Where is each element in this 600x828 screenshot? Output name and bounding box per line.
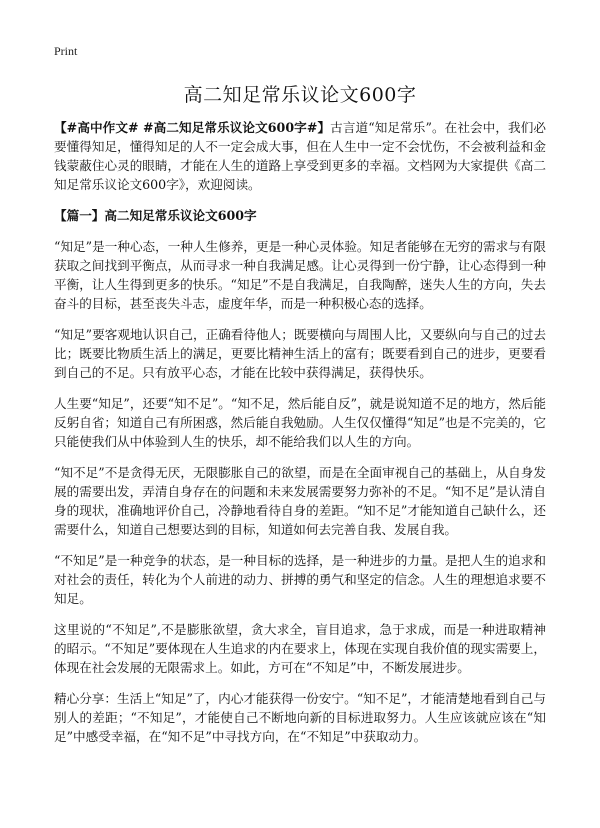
- body-paragraph: “知足”是一种心态，一种人生修养，更是一种心灵体验。知足者能够在无穷的需求与有限获取之间找到平衡点，从而寻求一种自我满足感。让心灵得到一份宁静，让心态得到一种平衡，让人生得到更多的快乐。“知足”不是自我满足，自我陶醉，迷失人生的方向，失去奋斗的目标，甚至丧失斗志，虚度年华，而是一种积极心态的选择。: [54, 239, 546, 311]
- body-paragraph: 这里说的“不知足”,不是膨胀欲望，贪大求全，盲目追求，急于求成，而是一种进取精神的昭示。“不知足”要体现在人生追求的内在要求上，体现在实现自我价值的现实需要上，体现在社会发展的无限需求上。如此，方可在“不知足”中，不断发展进步。: [54, 622, 546, 675]
- intro-paragraph: [54, 118, 546, 194]
- intro-text: 古言道“知足常乐”。在社会中，我们必要懂得知足，懂得知足的人不一定会成大事，但在人生中一定不会忧伤，不会被利益和金钱蒙蔽住心灵的眼睛，才能在人生的道路上享受到更多的幸福。文档网为大家提供《高二知足常乐议论文600字》，欢迎阅读。: [54, 120, 546, 192]
- article-body: [54, 118, 546, 758]
- section-heading: 【篇一】高二知足常乐议论文600字: [54, 208, 257, 223]
- intro-tag: 【#高中作文# #高二知足常乐议论文600字#】: [54, 120, 331, 135]
- body-paragraph: “知不足”不是贪得无厌，无限膨胀自己的欲望，而是在全面审视自己的基础上，从自身发展的需要出发，弄清自身存在的问题和未来发展需要努力弥补的不足。“知不足”是认清自身的现状，准确地评价自己，冷静地看待自身的差距。“知不足”才能知道自己缺什么，还需要什么，知道自己想要达到的目标，知道如何去完善自我、发展自我。: [54, 465, 546, 537]
- body-paragraph: “知足”要客观地认识自己，正确看待他人；既要横向与周围人比，又要纵向与自己的过去比；既要比物质生活上的满足，更要比精神生活上的富有；既要看到自己的进步，更要看到自己的不足。只有放平心态，才能在比较中获得满足，获得快乐。: [54, 327, 546, 380]
- body-paragraph: 人生要“知足”，还要“知不足”。“知不足，然后能自反”，就是说知道不足的地方，然后能反躬自省；知道自己有所困惑，然后能自我勉励。人生仅仅懂得“知足”也是不完美的，它只能使我们从中体验到人生的快乐，却不能给我们以人生的方向。: [54, 396, 547, 449]
- body-paragraph: 精心分享：生活上“知足”了，内心才能获得一份安宁。“知不足”，才能清楚地看到自己与别人的差距；“不知足”，才能使自己不断地向新的目标进取努力。人生应该就应该在“知足”中感受幸福，在“知不足”中寻找方向，在“不知足”中获取动力。: [54, 691, 546, 744]
- print-link[interactable]: Print: [54, 44, 78, 58]
- page-title: 高二知足常乐议论文600字: [183, 84, 417, 106]
- body-paragraph: “不知足”是一种竞争的状态，是一种目标的选择，是一种进步的力量。是把人生的追求和对社会的责任，转化为个人前进的动力、拼搏的勇气和坚定的信念。人生的理想追求要不知足。: [54, 553, 546, 606]
